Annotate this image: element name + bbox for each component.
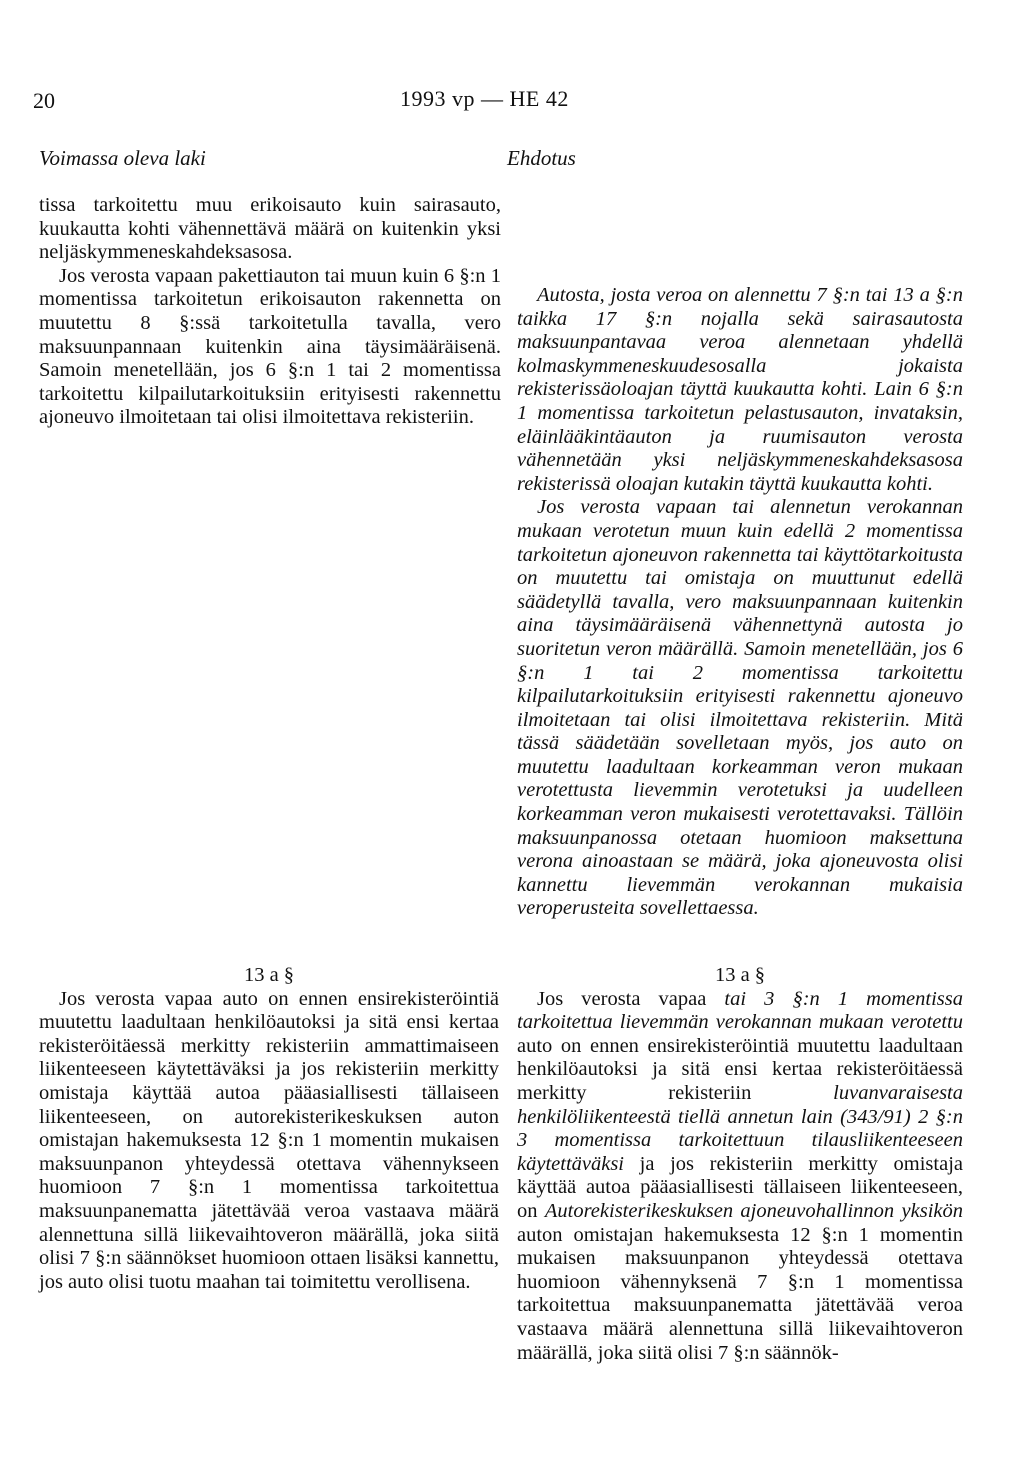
right-column-block-1 <box>517 284 963 921</box>
right-text-run: auton omistajan hakemuksesta 12 §:n 1 momentin mukaisen maksuunpanon yhteydessä otettava huomioon vähennyksenä 7 §:n 1 momentissa tarkoitettua maksuunpanematta jätettävää veroa vastaava määrä alennettuna sillä liikevaihtoveron määrällä, joka siitä olisi 7 §:n säännök- <box>517 1223 963 1364</box>
left-paragraph-3: Jos verosta vapaa auto on ennen ensirekisteröintiä muutettu laadultaan henkilöautoksi ja sitä ensi kertaa rekisteröitäessä merkitty rekisteriin ammattimaiseen liikenteeseen käytettäväksi ja jos rekisteriin merkitty omistaja käyttää autoa pääasiallisesti tällaiseen liikenteeseen, on autorekisterikeskuksen auton omistajan hakemuksesta 12 §:n 1 momentin mukaisen maksuunpanon yhteydessä otettava vähennykseen huomioon 7 §:n 1 momentissa tarkoitettua maksuunpanematta jätettävää veroa vastaava määrä alennettuna sillä liikevaihtoveron määrällä, joka siitä olisi 7 §:n säännökset huomioon ottaen lisäksi kannettu, jos auto olisi tuotu maahan tai toimitettu verollisena. <box>39 987 499 1293</box>
right-amended-text: luvanvaraisesta henkilöliikenteestä tiellä annetun lain (343/91) 2 §:n 3 momentissa tarkoitettuun tilausliikenteeseen käytettäväksi <box>517 1081 963 1175</box>
running-title: 1993 vp — HE 42 <box>400 86 569 111</box>
left-section-heading: 13 a § <box>243 964 295 986</box>
right-text-run: ja jos rekisteriin merkitty omistaja käyttää autoa pääasiallisesti tällaiseen liikenteeseen, on <box>517 1152 963 1222</box>
left-paragraph-1: tissa tarkoitettu muu erikoisauto kuin sairasauto, kuukautta kohti vähennettävä määrä on kuitenkin yksi neljäskymmeneskahdeksasosa. <box>39 194 501 264</box>
right-text-run: auto on ennen ensirekisteröintiä muutettu laadultaan henkilöautoksi ja sitä ensi kertaa rekisteröitäessä merkitty rekisteriin <box>517 1034 963 1104</box>
left-column-block-1 <box>39 194 501 430</box>
page-number: 20 <box>33 88 55 113</box>
right-amended-text: Autorekisterikeskuksen ajoneuvohallinnon yksikön <box>544 1199 963 1222</box>
left-column-block-2 <box>39 964 499 1294</box>
right-column-block-2 <box>517 964 963 1365</box>
left-paragraph-2: Jos verosta vapaan pakettiauton tai muun kuin 6 §:n 1 momentissa tarkoitetun erikoisauton rakennetta on muutettu 8 §:ssä tarkoitetulla tavalla, vero maksuunpannaan kuitenkin aina täysimääräisenä. Samoin menetellään, jos 6 §:n 1 tai 2 momentissa tarkoitettu kilpailutarkoituksiin erityisesti rakennettu ajoneuvo ilmoitetaan tai olisi ilmoitettava rekisteriin. <box>39 264 501 429</box>
right-column-heading: Ehdotus <box>507 146 576 170</box>
right-amended-text: tai 3 §:n 1 momentissa tarkoitettua lievemmän verokannan mukaan verotettu <box>517 987 963 1034</box>
right-text-run: Jos verosta vapaa <box>537 987 725 1010</box>
right-paragraph-3 <box>517 988 963 1366</box>
right-section-heading: 13 a § <box>714 964 766 986</box>
left-column-heading: Voimassa oleva laki <box>39 146 206 170</box>
right-paragraph-2: Jos verosta vapaan tai alennetun verokannan mukaan verotetun muun kuin edellä 2 momentissa tarkoitetun ajoneuvon rakennetta tai käyttötarkoitusta on muutettu tai omistaja on muuttunut edellä säädetyllä tavalla, vero maksuunpannaan kuitenkin aina täysimääräisenä vähennettynä autosta jo suoritetun veron määrällä. Samoin menetellään, jos 6 §:n 1 tai 2 momentissa tarkoitettu kilpailutarkoituksiin erityisesti rakennettu ajoneuvo ilmoitetaan tai olisi ilmoitettava rekisteriin. Mitä tässä säädetään sovelletaan myös, jos auto on muutettu laadultaan korkeamman veron mukaan verotettusta lievemmin verotetuksi ja uudelleen korkeamman veron mukaisesti verotettavaksi. Tällöin maksuunpanossa otetaan huomioon maksettuna verona ainoastaan se määrä, joka ajoneuvosta olisi kannettu lievemmän verokannan mukaisia veroperusteita sovellettaessa. <box>517 496 963 920</box>
right-paragraph-1: Autosta, josta veroa on alennettu 7 §:n tai 13 a §:n taikka 17 §:n nojalla sekä sairasautosta maksuunpantavaa veroa alennetaan yhdellä kolmaskymmeneskuudesosalla jokaista rekisterissäoloajan täyttä kuukautta kohti. Lain 6 §:n 1 momentissa tarkoitetun pelastusauton, invataksin, eläinlääkintäauton ja ruumisauton verosta vähennetään yksi neljäskymmeneskahdeksasosa rekisterissä oloajan kutakin täyttä kuukautta kohti. <box>517 284 963 495</box>
